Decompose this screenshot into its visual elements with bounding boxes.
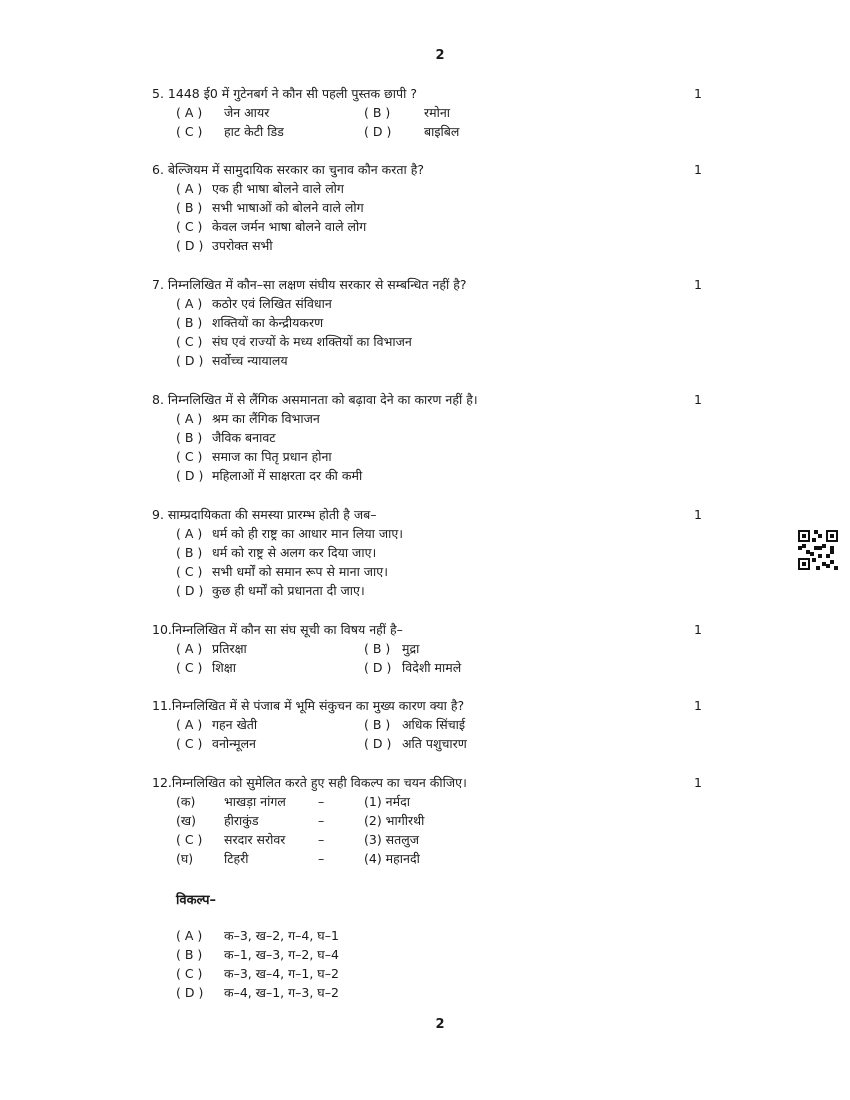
option-text: शिक्षा [212, 660, 236, 675]
option-label: ( B ) [176, 315, 203, 330]
option-label: ( D ) [364, 736, 392, 751]
match-label: ( C ) [176, 832, 203, 847]
option-label: ( A ) [176, 526, 203, 541]
option-text: धर्म को ही राष्ट्र का आधार मान लिया जाए। [212, 526, 403, 541]
marks: 1 [694, 775, 702, 790]
match-label: (ख) [176, 813, 196, 828]
marks: 1 [694, 622, 702, 637]
option-label: ( A ) [176, 641, 203, 656]
option-text: केवल जर्मन भाषा बोलने वाले लोग [212, 219, 367, 234]
option-text: शक्तियों का केन्द्रीयकरण [212, 315, 324, 330]
option-label: ( A ) [176, 105, 203, 120]
option-text: सर्वोच्च न्यायालय [212, 353, 288, 368]
match-right: (2) भागीरथी [364, 813, 425, 828]
question-text: निम्नलिखित को सुमेलित करते हुए सही विकल्प का चयन कीजिए। [171, 775, 467, 790]
option-text: संघ एवं राज्यों के मध्य शक्तियों का विभाजन [212, 334, 412, 349]
match-right: (1) नर्मदा [364, 794, 410, 809]
option-label: ( D ) [176, 468, 204, 483]
option-text: विदेशी मामले [402, 660, 462, 675]
qr-code-icon [798, 530, 838, 570]
option-text: प्रतिरक्षा [212, 641, 247, 656]
question-text: निम्नलिखित में कौन सा संघ सूची का विषय नहीं है– [171, 622, 403, 637]
option-text: वनोन्मूलन [212, 736, 256, 751]
option-label: ( D ) [176, 353, 204, 368]
choices-heading: विकल्प– [176, 893, 217, 908]
option-label: ( B ) [176, 200, 203, 215]
question-text: निम्नलिखित में कौन–सा लक्षण संघीय सरकार से सम्बन्धित नहीं है? [167, 277, 467, 292]
option-text: महिलाओं में साक्षरता दर की कमी [212, 468, 363, 483]
question-8 [152, 390, 712, 485]
question-number: 12. [152, 775, 172, 790]
page-number-top: 2 [435, 48, 445, 63]
marks: 1 [694, 277, 702, 292]
question-number: 6. [152, 162, 164, 177]
option-label: ( D ) [176, 238, 204, 253]
question-number: 7. [152, 277, 164, 292]
option-label: ( B ) [364, 105, 391, 120]
option-label: ( C ) [176, 966, 203, 981]
question-5 [152, 84, 712, 141]
match-left: सरदार सरोवर [224, 832, 286, 847]
option-label: ( A ) [176, 181, 203, 196]
marks: 1 [694, 698, 702, 713]
marks: 1 [694, 392, 702, 407]
option-label: ( B ) [176, 947, 203, 962]
option-label: ( D ) [176, 985, 204, 1000]
match-dash: – [318, 794, 325, 809]
option-text: सभी धर्मों को समान रूप से माना जाए। [212, 564, 388, 579]
option-text: गहन खेती [212, 717, 258, 732]
match-right: (3) सतलुज [364, 832, 420, 847]
question-6 [152, 160, 712, 255]
question-12 [152, 773, 712, 868]
option-text: अधिक सिंचाई [402, 717, 466, 732]
question-text: निम्नलिखित में से पंजाब में भूमि संकुचन का मुख्य कारण क्या है? [171, 698, 465, 713]
option-label: ( B ) [176, 430, 203, 445]
match-left: टिहरी [224, 851, 249, 866]
question-text: 5. [152, 86, 164, 101]
marks: 1 [694, 86, 702, 101]
option-text: क–1, ख–3, ग–2, घ–4 [224, 947, 339, 962]
option-label: ( A ) [176, 928, 203, 943]
match-dash: – [318, 851, 325, 866]
question-text: 1448 ई0 में गुटेनबर्ग ने कौन सी पहली पुस्तक छापी ? [167, 86, 417, 101]
match-label: (घ) [176, 851, 194, 866]
option-label: ( A ) [176, 296, 203, 311]
option-text: एक ही भाषा बोलने वाले लोग [212, 181, 344, 196]
question-number: 8. [152, 392, 164, 407]
match-dash: – [318, 832, 325, 847]
option-label: ( C ) [176, 219, 203, 234]
option-text: क–4, ख–1, ग–3, घ–2 [224, 985, 339, 1000]
question-10 [152, 620, 712, 677]
question-text: साम्प्रदायिकता की समस्या प्रारम्भ होती है जब– [167, 507, 377, 522]
match-left: भाखड़ा नांगल [224, 794, 286, 809]
option-label: ( C ) [176, 124, 203, 139]
option-label: ( C ) [176, 736, 203, 751]
match-left: हीराकुंड [224, 813, 259, 828]
question-12-choices [152, 926, 712, 1002]
option-text: अति पशुचारण [402, 736, 467, 751]
option-text: सभी भाषाओं को बोलने वाले लोग [212, 200, 364, 215]
match-right: (4) महानदी [364, 851, 420, 866]
option-label: ( C ) [176, 660, 203, 675]
marks: 1 [694, 507, 702, 522]
option-text: धर्म को राष्ट्र से अलग कर दिया जाए। [212, 545, 377, 560]
option-label: ( B ) [364, 717, 391, 732]
question-7 [152, 275, 712, 370]
option-label: ( C ) [176, 449, 203, 464]
page-number-bottom: 2 [435, 1017, 445, 1032]
marks: 1 [694, 162, 702, 177]
option-text: हाट केटी डिड [224, 124, 284, 139]
option-label: ( A ) [176, 411, 203, 426]
option-text: कठोर एवं लिखित संविधान [212, 296, 332, 311]
option-text: रमोना [424, 105, 451, 120]
option-text: क–3, ख–2, ग–4, घ–1 [224, 928, 339, 943]
question-number: 10. [152, 622, 172, 637]
option-text: क–3, ख–4, ग–1, घ–2 [224, 966, 339, 981]
option-text: श्रम का लैंगिक विभाजन [212, 411, 320, 426]
option-label: ( D ) [364, 660, 392, 675]
option-text: मुद्रा [402, 641, 420, 656]
option-text: कुछ ही धर्मों को प्रधानता दी जाए। [212, 583, 365, 598]
question-number: 9. [152, 507, 164, 522]
option-text: समाज का पितृ प्रधान होना [212, 449, 332, 464]
option-label: ( B ) [364, 641, 391, 656]
option-label: ( B ) [176, 545, 203, 560]
question-text: निम्नलिखित में से लैंगिक असमानता को बढ़ावा देने का कारण नहीं है। [167, 392, 478, 407]
option-label: ( D ) [176, 583, 204, 598]
option-label: ( C ) [176, 564, 203, 579]
option-text: जेन आयर [224, 105, 270, 120]
option-label: ( C ) [176, 334, 203, 349]
option-label: ( D ) [364, 124, 392, 139]
question-number: 11. [152, 698, 172, 713]
option-text: जैविक बनावट [212, 430, 276, 445]
option-text: उपरोक्त सभी [212, 238, 273, 253]
question-text: बेल्जियम में सामुदायिक सरकार का चुनाव कौन करता है? [167, 162, 424, 177]
match-dash: – [318, 813, 325, 828]
option-text: बाइबिल [424, 124, 460, 139]
option-label: ( A ) [176, 717, 203, 732]
question-11 [152, 696, 712, 753]
question-9 [152, 505, 712, 600]
match-label: (क) [176, 794, 196, 809]
